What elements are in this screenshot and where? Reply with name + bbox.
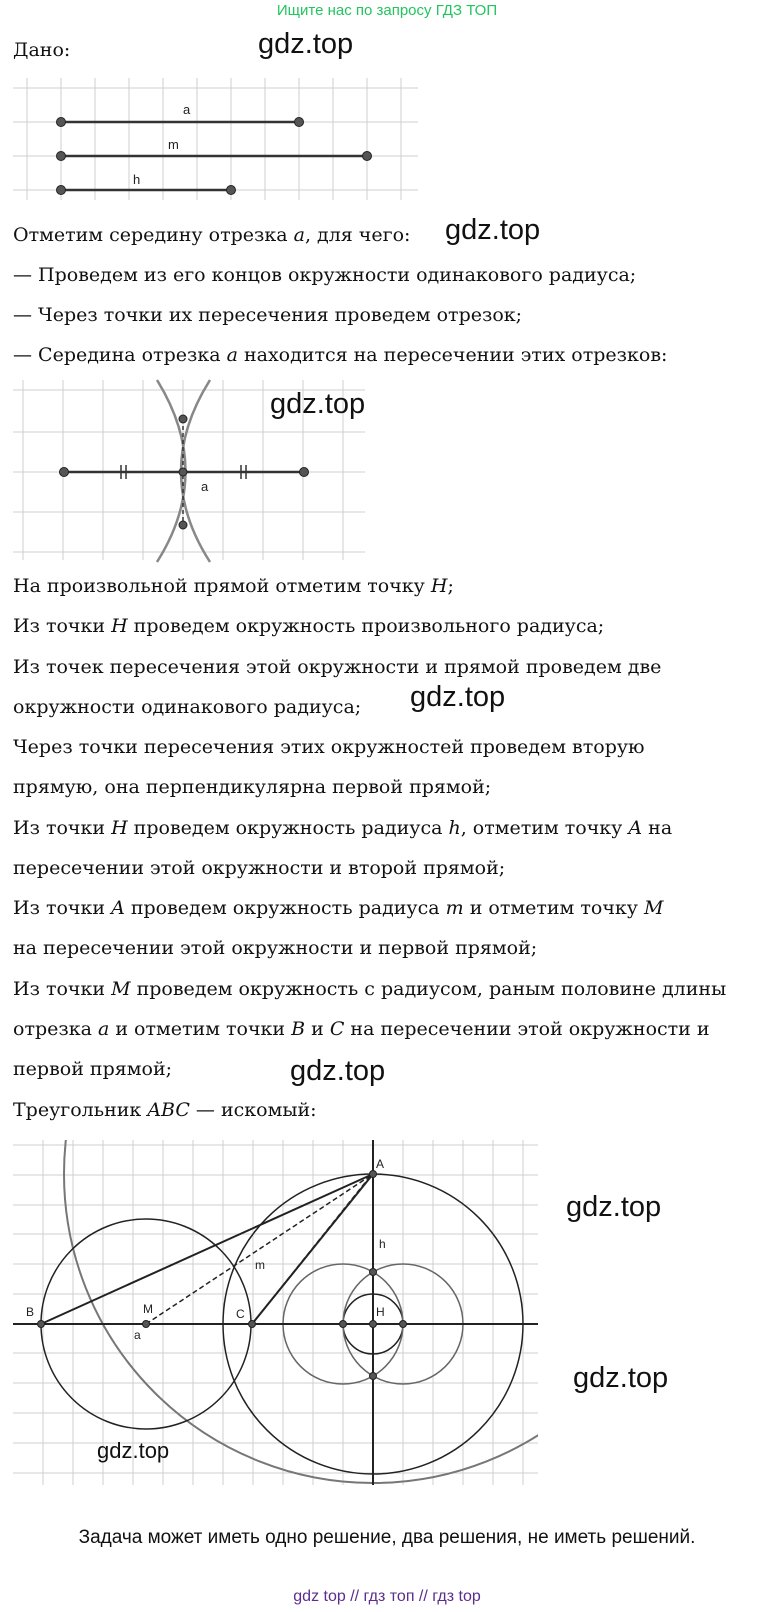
watermark: gdz.top [410, 681, 506, 713]
given-label: Дано: [13, 39, 71, 61]
construction-line: прямую, она перпендикулярна первой прямой; [13, 776, 492, 798]
segment-h-label: h [133, 172, 141, 187]
segment-a-label: a [183, 102, 191, 117]
point-c-label: C [236, 1307, 245, 1321]
construction-line: на пересечении этой окружности и первой прямой; [13, 937, 538, 959]
watermark: gdz.top [445, 214, 541, 246]
watermark: gdz.top [290, 1055, 386, 1087]
point-b-label: B [26, 1305, 35, 1319]
construction-line: Из точки M проведем окружность с радиусом, раным половине длины [13, 978, 727, 1000]
watermark: gdz.top [270, 388, 366, 420]
step1-item: — Проведем из его концов окружности одинакового радиуса; [13, 264, 637, 286]
construction-line: окружности одинакового радиуса; [13, 696, 362, 718]
construction-line: пересечении этой окружности и второй прямой; [13, 857, 506, 879]
construction-line: Из точек пересечения этой окружности и прямой проведем две [13, 656, 662, 678]
footer-links[interactable]: gdz top // гдз топ // гдз top [293, 1588, 481, 1605]
construction-line: Из точки A проведем окружность радиуса m и отметим точку M [13, 897, 664, 919]
point-a-label: A [376, 1157, 385, 1171]
step1-item: — Через точки их пересечения проведем отрезок; [13, 304, 523, 326]
radius-h-label: h [379, 1237, 386, 1251]
watermark: gdz.top [258, 28, 354, 60]
construction-line: Из точки H проведем окружность радиуса h, отметим точку A на [13, 817, 673, 839]
watermark: gdz.top [566, 1191, 662, 1223]
segment-m-label: m [168, 137, 179, 152]
point-m-label: M [143, 1302, 153, 1316]
construction-line: Треугольник ABC — искомый: [13, 1099, 317, 1121]
conclusion-text: Задача может иметь одно решение, два решения, не иметь решений. [78, 1527, 696, 1548]
construction-line: Из точки H проведем окружность произвольного радиуса; [13, 615, 605, 637]
construction-line: первой прямой; [13, 1058, 173, 1080]
construction-line: На произвольной прямой отметим точку H; [13, 575, 454, 597]
radius-m-label: m [255, 1258, 265, 1272]
midpoint-figure-label: a [201, 479, 209, 494]
step1-item: — Середина отрезка a находится на пересечении этих отрезков: [13, 344, 668, 366]
header-banner[interactable]: Ищите нас по запросу ГДЗ ТОП [276, 2, 498, 19]
step1-intro: Отметим середину отрезка a, для чего: [13, 224, 411, 246]
construction-line: отрезка a и отметим точки B и C на пересечении этой окружности и [13, 1018, 710, 1040]
watermark: gdz.top [573, 1362, 669, 1394]
radius-a-label: a [134, 1328, 141, 1342]
point-h-label: H [376, 1305, 385, 1319]
watermark: gdz.top [97, 1438, 170, 1463]
construction-line: Через точки пересечения этих окружностей проведем вторую [13, 736, 645, 758]
